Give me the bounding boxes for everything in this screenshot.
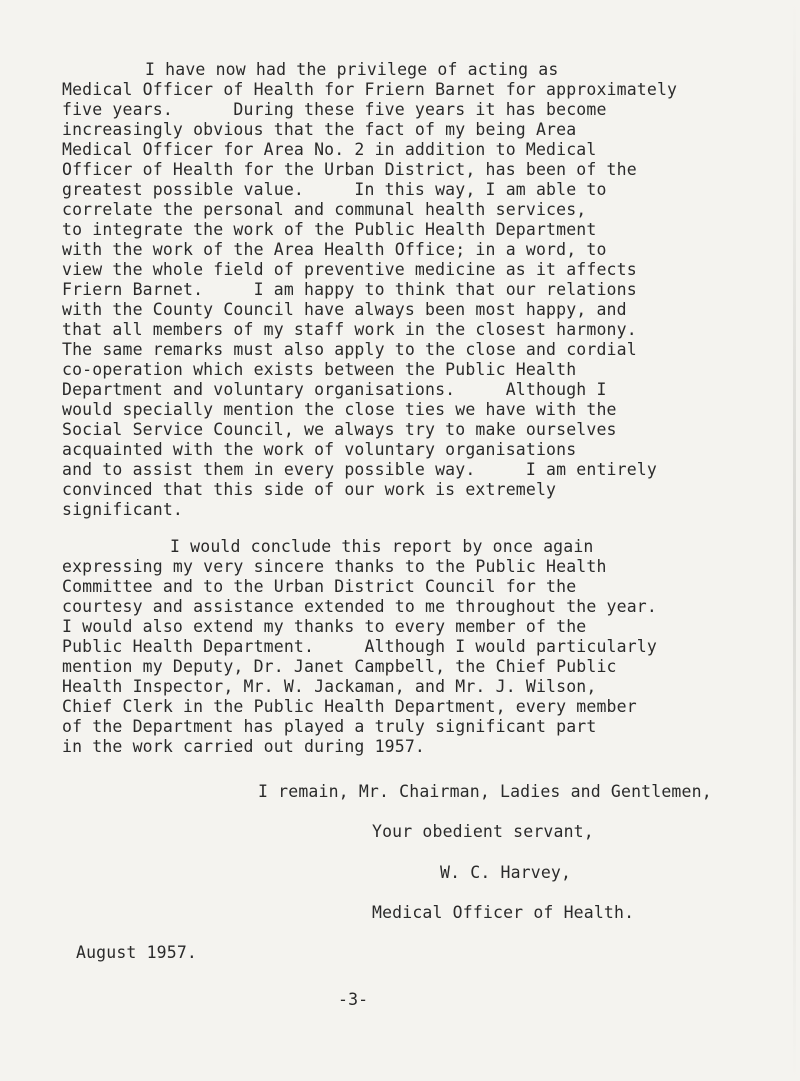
para1-line-16: co-operation which exists between the Public Health bbox=[62, 360, 577, 379]
closing-valediction: Your obedient servant, bbox=[372, 822, 594, 841]
para1-line-9: to integrate the work of the Public Health Department bbox=[62, 220, 597, 239]
para1-line-13: with the County Council have always been most happy, and bbox=[62, 300, 627, 319]
page-number: -3- bbox=[338, 990, 369, 1009]
para1-line-11: view the whole field of preventive medicine as it affects bbox=[62, 260, 637, 279]
para1-line-21: and to assist them in every possible way. I am entirely bbox=[62, 460, 657, 479]
para2-line-2: expressing my very sincere thanks to the Public Health bbox=[62, 557, 607, 576]
para1-line-5: Medical Officer for Area No. 2 in addition to Medical bbox=[62, 140, 597, 159]
para2-line-11: in the work carried out during 1957. bbox=[62, 737, 426, 756]
page-edge-shadow bbox=[793, 0, 796, 1081]
closing-signatory: W. C. Harvey, bbox=[440, 863, 572, 882]
para1-line-18: would specially mention the close ties we have with the bbox=[62, 400, 617, 419]
para2-line-9: Chief Clerk in the Public Health Department, every member bbox=[62, 697, 637, 716]
para2-line-1: I would conclude this report by once again bbox=[170, 537, 594, 556]
para1-line-17: Department and voluntary organisations. Although I bbox=[62, 380, 607, 399]
para1-line-1: I have now had the privilege of acting as bbox=[145, 60, 559, 79]
para1-line-10: with the work of the Area Health Office; in a word, to bbox=[62, 240, 607, 259]
closing-title: Medical Officer of Health. bbox=[372, 903, 635, 922]
para1-line-22: convinced that this side of our work is extremely bbox=[62, 480, 557, 499]
para2-line-5: I would also extend my thanks to every member of the bbox=[62, 617, 587, 636]
para1-line-4: increasingly obvious that the fact of my being Area bbox=[62, 120, 577, 139]
para1-line-19: Social Service Council, we always try to make ourselves bbox=[62, 420, 617, 439]
document-date: August 1957. bbox=[76, 943, 198, 962]
para1-line-14: that all members of my staff work in the closest harmony. bbox=[62, 320, 637, 339]
closing-salutation: I remain, Mr. Chairman, Ladies and Gentlemen, bbox=[258, 782, 712, 801]
para1-line-20: acquainted with the work of voluntary organisations bbox=[62, 440, 577, 459]
para1-line-3: five years. During these five years it has become bbox=[62, 100, 607, 119]
para1-line-15: The same remarks must also apply to the close and cordial bbox=[62, 340, 637, 359]
para2-line-4: courtesy and assistance extended to me throughout the year. bbox=[62, 597, 657, 616]
para1-line-12: Friern Barnet. I am happy to think that our relations bbox=[62, 280, 637, 299]
para1-line-2: Medical Officer of Health for Friern Barnet for approximately bbox=[62, 80, 678, 99]
para1-line-8: correlate the personal and communal health services, bbox=[62, 200, 587, 219]
para2-line-6: Public Health Department. Although I would particularly bbox=[62, 637, 657, 656]
para1-line-23: significant. bbox=[62, 500, 184, 519]
para1-line-6: Officer of Health for the Urban District, has been of the bbox=[62, 160, 637, 179]
para2-line-8: Health Inspector, Mr. W. Jackaman, and Mr. J. Wilson, bbox=[62, 677, 597, 696]
para2-line-3: Committee and to the Urban District Council for the bbox=[62, 577, 577, 596]
para1-line-7: greatest possible value. In this way, I am able to bbox=[62, 180, 607, 199]
para2-line-7: mention my Deputy, Dr. Janet Campbell, the Chief Public bbox=[62, 657, 617, 676]
para2-line-10: of the Department has played a truly significant part bbox=[62, 717, 597, 736]
